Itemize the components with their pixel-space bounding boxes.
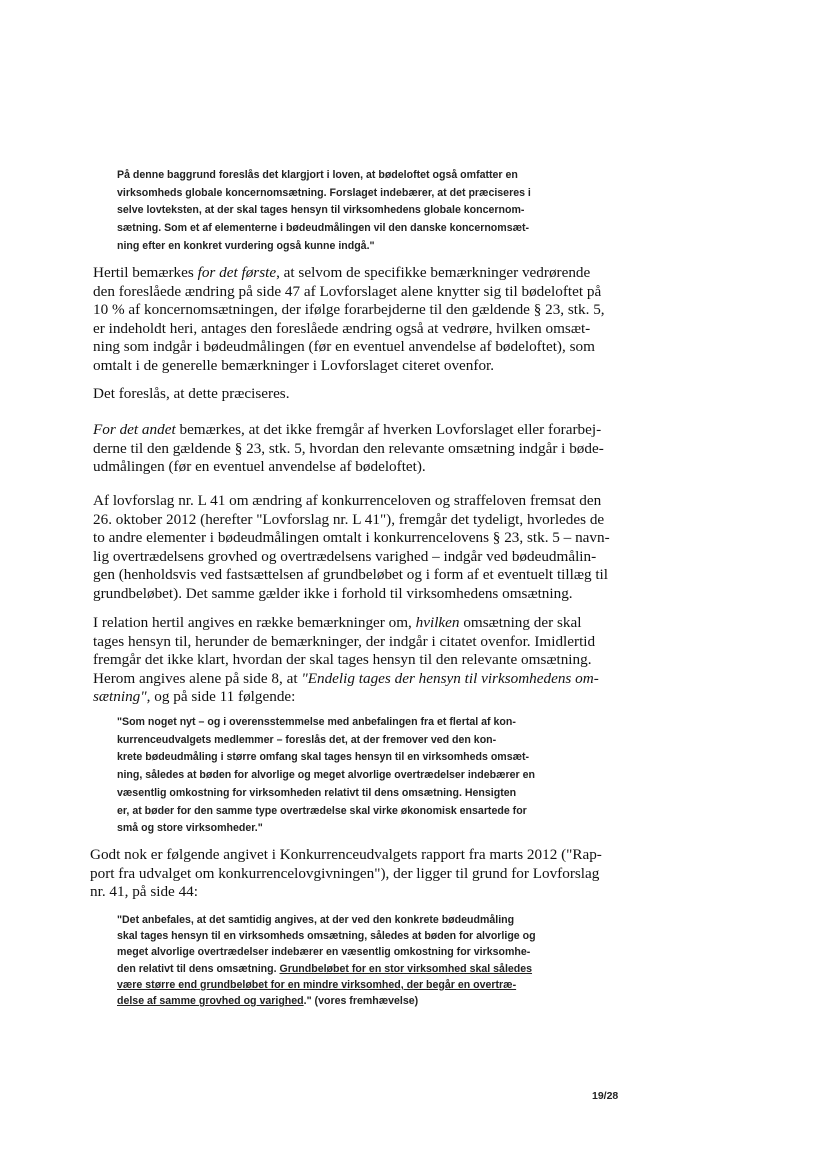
paragraph-line: 10 % af koncernomsætningen, der ifølge forarbejderne til den gældende § 23, stk. 5, [93,301,605,319]
paragraph-line: to andre elementer i bødeudmålingen omtalt i konkurrencelovens § 23, stk. 5 – navn- [93,529,610,547]
block-quote-1 [117,167,531,256]
text-run: Hertil bemærkes [93,264,198,281]
text-run: bemærkes, at det ikke fremgår af hverken Lovforslaget eller forarbej- [175,421,602,438]
text-run: ." (vores fremhævelse) [303,995,419,1008]
quote-line: sætning. Som et af elementerne i bødeudmålingen vil den danske koncernomsæt- [117,222,530,235]
paragraph-line: udmålingen (før en eventuel anvendelse af bødeloftet). [93,458,426,476]
emphasis-text: for det første [197,264,277,281]
paragraph-line: port fra udvalget om konkurrencelovgivningen"), der ligger til grund for Lovforslag [90,864,600,882]
paragraph-line: nr. 41, på side 44: [90,883,198,901]
quote-line: skal tages hensyn til en virksomheds omsætning, således at bøden for alvorlige og [117,930,536,943]
emphasis-text: For det andet [93,421,176,438]
quote-line: På denne baggrund foreslås det klargjort i loven, at bødeloftet også omfatter en [117,169,518,181]
quote-line: ning, således at bøden for alvorlige og meget alvorlige overtrædelser indebærer en [117,769,535,782]
underlined-text: være større end grundbeløbet for en mindre virksomhed, der begår en overtræ- [117,978,517,991]
paragraph-line: omtalt i de generelle bemærkninger i Lovforslaget citeret ovenfor. [93,356,495,374]
page-number: 19/28 [592,1090,619,1102]
paragraph-5 [93,614,599,707]
text-run: I relation hertil angives en række bemærkninger om, [93,614,416,631]
quote-line: krete bødeudmåling i større omfang skal tages hensyn til en virksomheds omsæt- [117,751,530,764]
quote-line: væsentlig omkostning for virksomheden relativt til dens omsætning. Hensigten [117,786,517,799]
paragraph-line [93,614,599,633]
quote-line [117,961,536,977]
quote-line: "Det anbefales, at det samtidig angives, at der ved den konkrete bødeudmåling [117,914,515,926]
quote-line: små og store virksomheder." [117,822,263,835]
paragraph-line: fremgår det ikke klart, hvordan der skal tages hensyn til den relevante omsætning. [93,651,592,669]
paragraph-1 [93,264,605,376]
paragraph-line: Af lovforslag nr. L 41 om ændring af konkurrenceloven og straffeloven fremsat den [93,492,602,509]
underlined-text: delse af samme grovhed og varighed [117,995,304,1008]
text-run: den relativt til dens omsætning. [117,962,280,975]
quote-line: selve lovteksten, at der skal tages hensyn til virksomhedens globale koncernom- [117,204,525,217]
quote-line [117,977,536,993]
quote-line: meget alvorlige overtrædelser indebærer en væsentlig omkostning for virksomhe- [117,946,531,959]
paragraph-3 [93,421,604,477]
paragraph-line: gen (henholdsvis ved fastsættelsen af grundbeløbet og i form af et eventuelt tillæg til [93,566,608,584]
paragraph-line: er indeholdt heri, antages den foreslåede ændring også at vedrøre, hvilken omsæt- [93,319,591,337]
paragraph-line: Det foreslås, at dette præciseres. [93,385,290,402]
paragraph-6 [90,846,602,902]
text-run: , og på side 11 følgende: [146,688,296,706]
quote-line [117,993,536,1009]
quote-line: kurrenceudvalgets medlemmer – foreslås det, at der fremover ved den kon- [117,733,497,746]
paragraph-line: 26. oktober 2012 (herefter "Lovforslag nr. L 41"), fremgår det tydeligt, hvorledes de [93,510,605,528]
paragraph-line [93,670,599,689]
text-run: , at selvom de specifikke bemærkninger vedrørende [276,264,591,281]
paragraph-line [93,688,599,707]
paragraph-line: ning som indgår i bødeudmålingen (før en eventuel anvendelse af bødeloftet), som [93,338,595,356]
quote-line: "Som noget nyt – og i overensstemmelse med anbefalingen fra et flertal af kon- [117,716,516,728]
emphasis-text: "Endelig tages der hensyn til virksomhedens om- [301,669,599,687]
block-quote-3 [117,912,536,1009]
emphasis-text: hvilken [415,614,460,631]
text-run: Herom angives alene på side 8, at [93,669,302,687]
paragraph-2 [93,385,290,404]
paragraph-line: den foreslåede ændring på side 47 af Lovforslaget alene knytter sig til bødeloftet på [93,282,602,300]
quote-line: er, at bøder for den samme type overtrædelse skal virke økonomisk ensartede for [117,804,527,817]
paragraph-line: Godt nok er følgende angivet i Konkurrenceudvalgets rapport fra marts 2012 ("Rap- [90,846,602,863]
underlined-text: Grundbeløbet for en stor virksomhed skal således [279,962,533,975]
paragraph-line: derne til den gældende § 23, stk. 5, hvordan den relevante omsætning indgår i bøde- [93,439,604,457]
paragraph-line: tages hensyn til, herunder de bemærkninger, der indgår i citatet ovenfor. Imidlertid [93,632,596,650]
quote-line: ning efter en konkret vurdering også kunne indgå." [117,239,375,252]
text-run: omsætning der skal [459,614,582,631]
paragraph-4 [93,492,610,604]
paragraph-line [93,421,604,440]
quote-line: virksomheds globale koncernomsætning. Forslaget indebærer, at det præciseres i [117,186,531,199]
block-quote-2 [117,714,535,838]
paragraph-line: lig overtrædelsens grovhed og overtrædelsens varighed – indgår ved bødeudmålin- [93,547,597,565]
paragraph-line [93,264,605,283]
emphasis-text: sætning" [93,688,147,706]
paragraph-line: grundbeløbet). Det samme gælder ikke i forhold til virksomhedens omsætning. [93,584,573,602]
